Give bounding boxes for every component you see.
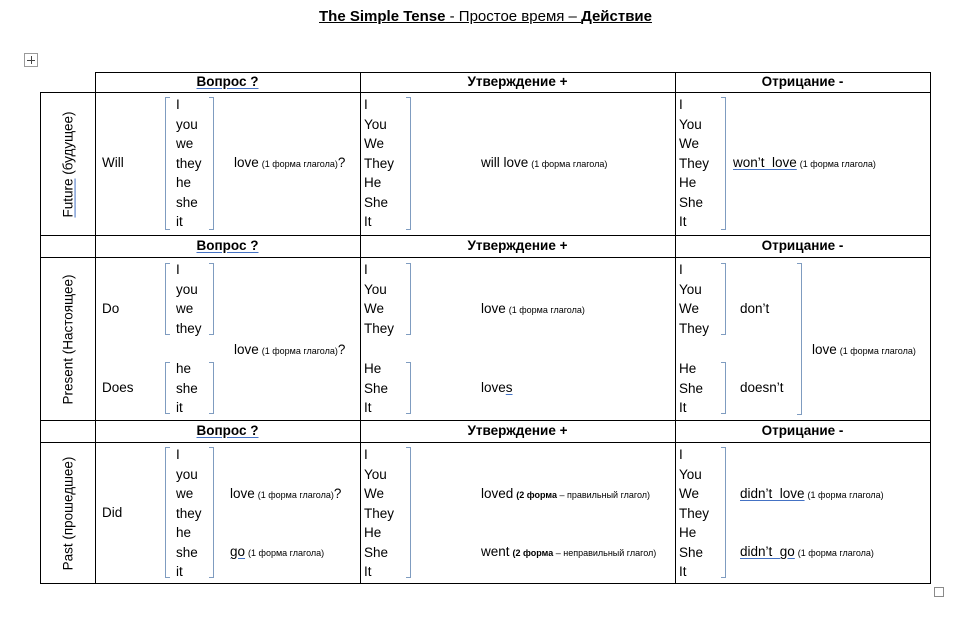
future-question-pronoun-stack bbox=[176, 95, 202, 232]
pronoun: You bbox=[679, 116, 702, 132]
pronoun: We bbox=[679, 136, 700, 151]
pronoun: You bbox=[679, 281, 702, 297]
pronoun: I bbox=[364, 447, 368, 462]
row-label-past-ru: (прошедшее) bbox=[60, 456, 76, 543]
present-question-pronoun-stack-2 bbox=[176, 359, 198, 418]
grid-line bbox=[930, 72, 931, 584]
present-affirmation-pronoun-stack-2 bbox=[364, 359, 388, 418]
future-negation-verb: won’t love (1 форма глагола) bbox=[733, 155, 876, 170]
pronoun-bracket-right bbox=[406, 447, 411, 578]
pronoun: It bbox=[364, 400, 372, 415]
past-negation-pronoun-stack bbox=[679, 445, 709, 582]
pronoun: They bbox=[679, 155, 710, 171]
pronoun: We bbox=[679, 486, 700, 501]
pronoun: You bbox=[364, 466, 387, 482]
present-negation-aux-dont: don’t bbox=[740, 301, 770, 316]
pronoun: She bbox=[679, 194, 704, 210]
pronoun: She bbox=[364, 380, 389, 396]
pronoun: They bbox=[679, 320, 710, 336]
present-affirmation-verb-1: love (1 форма глагола) bbox=[481, 301, 585, 316]
pronoun: we bbox=[176, 301, 194, 316]
row-label-future bbox=[41, 93, 95, 235]
future-affirmation-pronoun-stack bbox=[364, 95, 394, 232]
pronoun: you bbox=[176, 466, 198, 482]
verb-form-note: (1 форма глагола) bbox=[839, 346, 916, 356]
present-question-pronoun-stack-1 bbox=[176, 260, 202, 338]
pronoun: You bbox=[679, 466, 702, 482]
pronoun: she bbox=[176, 544, 198, 560]
past-affirmation-pronoun-stack bbox=[364, 445, 394, 582]
pronoun-bracket-left bbox=[165, 447, 170, 578]
present-negation-pronoun-stack-1 bbox=[679, 260, 709, 338]
pronoun: he bbox=[176, 525, 192, 540]
pronoun-bracket-right bbox=[209, 447, 214, 578]
header-affirmation-1: Утверждение + bbox=[467, 74, 568, 89]
title-translation: - Простое время – bbox=[445, 8, 582, 25]
present-affirmation-pronoun-stack-1 bbox=[364, 260, 394, 338]
past-question-pronoun-stack bbox=[176, 445, 202, 582]
pronoun-bracket-right bbox=[406, 97, 411, 230]
pronoun: We bbox=[364, 136, 385, 151]
verb-form-note: (2 форма – неправильный глагол) bbox=[512, 548, 657, 558]
pronoun: It bbox=[364, 214, 372, 229]
pronoun: she bbox=[176, 380, 198, 396]
present-question-verb: love (1 форма глагола)? bbox=[234, 342, 346, 357]
pronoun-bracket-right bbox=[209, 263, 214, 335]
grid-line bbox=[40, 257, 931, 258]
pronoun: It bbox=[679, 400, 687, 415]
verb-form-note: (1 форма глагола) bbox=[807, 490, 884, 500]
pronoun-bracket-left bbox=[165, 362, 170, 414]
past-affirmation-verb-1: loved (2 форма – правильный глагол) bbox=[481, 486, 651, 501]
pronoun-bracket-right bbox=[406, 362, 411, 414]
grid-line bbox=[40, 442, 931, 443]
present-negation-aux-doesnt: doesn’t bbox=[740, 380, 784, 395]
pronoun: it bbox=[176, 400, 183, 415]
past-negation-verb-1: didn’t love (1 форма глагола) bbox=[740, 486, 884, 501]
pronoun: You bbox=[364, 281, 387, 297]
pronoun: they bbox=[176, 155, 202, 171]
pronoun-bracket-left bbox=[165, 97, 170, 230]
pronoun: They bbox=[364, 320, 395, 336]
verb-form-note: (1 форма глагола) bbox=[508, 305, 585, 315]
grid-line bbox=[360, 72, 361, 584]
pronoun: she bbox=[176, 194, 198, 210]
header-question-1: Вопрос ? bbox=[196, 74, 259, 89]
future-question-verb: love (1 форма глагола)? bbox=[234, 155, 346, 170]
page-title bbox=[0, 8, 971, 25]
pronoun: He bbox=[364, 361, 382, 376]
past-question-verb-2: go (1 форма глагола) bbox=[230, 544, 325, 559]
pronoun: they bbox=[176, 505, 202, 521]
verb-form-note: (1 форма глагола) bbox=[797, 548, 874, 558]
present-question-aux-do: Do bbox=[102, 301, 120, 316]
group-bracket-right bbox=[797, 263, 802, 415]
row-label-past bbox=[41, 443, 95, 583]
pronoun: We bbox=[364, 486, 385, 501]
pronoun: She bbox=[364, 544, 389, 560]
row-label-present-en: Present bbox=[60, 357, 76, 405]
grid-line bbox=[40, 583, 931, 584]
pronoun: he bbox=[176, 175, 192, 190]
header-question-3: Вопрос ? bbox=[196, 423, 259, 438]
pronoun: it bbox=[176, 564, 183, 579]
grid-line bbox=[40, 92, 931, 93]
pronoun: He bbox=[679, 361, 697, 376]
header-question-2: Вопрос ? bbox=[196, 238, 259, 253]
pronoun: I bbox=[679, 447, 683, 462]
pronoun: They bbox=[364, 155, 395, 171]
pronoun: She bbox=[364, 194, 389, 210]
pronoun-bracket-right bbox=[721, 263, 726, 335]
row-label-future-ru: (будущее) bbox=[60, 110, 76, 179]
past-question-aux: Did bbox=[102, 505, 123, 520]
pronoun-bracket-right bbox=[721, 362, 726, 414]
pronoun: It bbox=[679, 214, 687, 229]
pronoun-bracket-right bbox=[209, 97, 214, 230]
row-label-future-en: Future bbox=[60, 178, 76, 218]
pronoun: I bbox=[364, 97, 368, 112]
header-affirmation-3: Утверждение + bbox=[467, 423, 568, 438]
past-question-verb-1: love (1 форма глагола)? bbox=[230, 486, 342, 501]
pronoun: I bbox=[176, 262, 180, 277]
verb-form-note: (1 форма глагола) bbox=[257, 490, 334, 500]
pronoun: He bbox=[679, 175, 697, 190]
pronoun: They bbox=[679, 505, 710, 521]
pronoun-bracket-right bbox=[209, 362, 214, 414]
grid-line bbox=[95, 72, 96, 584]
pronoun: we bbox=[176, 486, 194, 501]
pronoun: He bbox=[679, 525, 697, 540]
row-label-past-en: Past bbox=[60, 542, 76, 570]
verb-form-note: (1 форма глагола) bbox=[799, 159, 876, 169]
pronoun: we bbox=[176, 136, 194, 151]
pronoun: They bbox=[364, 505, 395, 521]
pronoun-bracket-right bbox=[406, 263, 411, 335]
pronoun: I bbox=[679, 97, 683, 112]
pronoun: He bbox=[364, 175, 382, 190]
present-negation-pronoun-stack-2 bbox=[679, 359, 703, 418]
future-question-aux: Will bbox=[102, 155, 124, 170]
pronoun: it bbox=[176, 214, 183, 229]
table-resize-handle-icon[interactable] bbox=[934, 587, 944, 597]
verb-form-note: (2 форма – правильный глагол) bbox=[516, 490, 651, 500]
pronoun: I bbox=[679, 262, 683, 277]
pronoun: It bbox=[364, 564, 372, 579]
pronoun: they bbox=[176, 320, 202, 336]
verb-form-note: (1 форма глагола) bbox=[261, 159, 338, 169]
past-negation-verb-2: didn’t go (1 форма глагола) bbox=[740, 544, 874, 559]
present-question-aux-does: Does bbox=[102, 380, 134, 395]
pronoun-bracket-left bbox=[165, 263, 170, 335]
pronoun: you bbox=[176, 116, 198, 132]
header-negation-3: Отрицание - bbox=[761, 423, 844, 438]
table-move-handle-icon[interactable] bbox=[24, 53, 38, 67]
pronoun: We bbox=[364, 301, 385, 316]
verb-form-note: (1 форма глагола) bbox=[248, 548, 325, 558]
present-affirmation-verb-2: loves bbox=[481, 380, 513, 395]
pronoun-bracket-right bbox=[721, 447, 726, 578]
verb-form-note: (1 форма глагола) bbox=[531, 159, 608, 169]
row-label-present-ru: (Настоящее) bbox=[60, 273, 76, 358]
header-negation-2: Отрицание - bbox=[761, 238, 844, 253]
pronoun: you bbox=[176, 281, 198, 297]
present-negation-verb: love (1 форма глагола) bbox=[812, 342, 916, 357]
future-negation-pronoun-stack bbox=[679, 95, 709, 232]
row-label-present bbox=[41, 258, 95, 420]
pronoun: He bbox=[364, 525, 382, 540]
pronoun: She bbox=[679, 380, 704, 396]
title-emphasis: Действие bbox=[581, 8, 652, 25]
pronoun: I bbox=[176, 97, 180, 112]
pronoun: We bbox=[679, 301, 700, 316]
pronoun: I bbox=[364, 262, 368, 277]
pronoun: You bbox=[364, 116, 387, 132]
pronoun: She bbox=[679, 544, 704, 560]
past-affirmation-verb-2: went (2 форма – неправильный глагол) bbox=[481, 544, 657, 559]
pronoun: he bbox=[176, 361, 192, 376]
title-main: The Simple Tense bbox=[319, 8, 446, 25]
pronoun: It bbox=[679, 564, 687, 579]
header-negation-1: Отрицание - bbox=[761, 74, 844, 89]
header-affirmation-2: Утверждение + bbox=[467, 238, 568, 253]
pronoun-bracket-right bbox=[721, 97, 726, 230]
verb-form-note: (1 форма глагола) bbox=[261, 346, 338, 356]
future-affirmation-verb: will love (1 форма глагола) bbox=[481, 155, 608, 170]
pronoun: I bbox=[176, 447, 180, 462]
grid-line bbox=[675, 72, 676, 584]
